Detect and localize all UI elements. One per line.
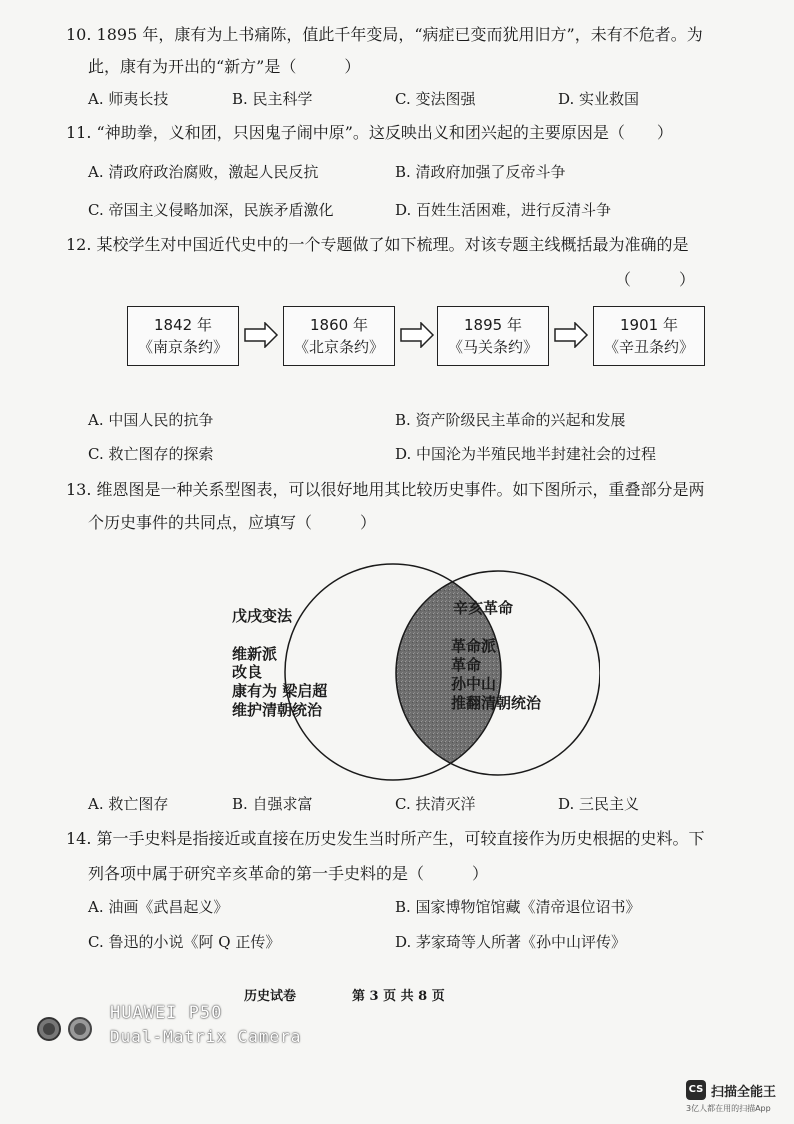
- q14-option-a: A. 油画《武昌起义》: [88, 898, 229, 916]
- q10-option-d: D. 实业救国: [558, 90, 640, 108]
- q10-option-a: A. 师夷长技: [88, 90, 169, 108]
- q12-option-d: D. 中国沦为半殖民地半封建社会的过程: [395, 445, 657, 463]
- venn-right-title: 辛亥革命: [453, 599, 514, 617]
- timeline-year: 1901 年: [620, 316, 678, 334]
- right-arrow-icon: [243, 322, 279, 348]
- q11-option-d: D. 百姓生活困难，进行反清斗争: [395, 201, 612, 219]
- q12-option-b: B. 资产阶级民主革命的兴起和发展: [395, 411, 626, 429]
- q12-stem-line1: 12. 某校学生对中国近代史中的一个专题做了如下梳理。对该专题主线概括最为准确的是: [66, 235, 689, 254]
- right-arrow-icon: [553, 322, 589, 348]
- timeline-box-1860: [283, 306, 395, 366]
- q11-option-c: C. 帝国主义侵略加深，民族矛盾激化: [88, 201, 334, 219]
- right-arrow-icon: [399, 322, 435, 348]
- q13-stem-line1: 13. 维恩图是一种关系型图表，可以很好地用其比较历史事件。如下图所示，重叠部分是两: [66, 480, 705, 499]
- venn-left-title: 戊戌变法: [232, 607, 293, 625]
- q14-stem-line2: 列各项中属于研究辛亥革命的第一手史料的是（ ）: [88, 864, 489, 883]
- footer-page-number: 第 3 页 共 8 页: [352, 989, 445, 1004]
- timeline-year: 1860 年: [310, 316, 368, 334]
- camscanner-logo-icon: CS: [686, 1080, 706, 1100]
- camscanner-tagline: 3亿人都在用的扫描App: [686, 1104, 771, 1113]
- q11-option-b: B. 清政府加强了反帝斗争: [395, 163, 566, 181]
- timeline-box-1901: [593, 306, 705, 366]
- camera-watermark-subtitle: Dual-Matrix Camera: [110, 1027, 302, 1046]
- q13-option-b: B. 自强求富: [232, 795, 313, 813]
- venn-left-item: 维护清朝统治: [232, 701, 323, 719]
- q10-stem-line1: 10. 1895 年，康有为上书痛陈，值此千年变局，“病症已变而犹用旧方”，未有不危者。为: [66, 25, 703, 44]
- timeline-box-1842: [127, 306, 239, 366]
- q14-option-d: D. 茅家琦等人所著《孙中山评传》: [395, 933, 627, 951]
- timeline-treaty: 《北京条约》: [293, 338, 384, 356]
- camscanner-name: 扫描全能王: [711, 1085, 777, 1100]
- camera-lens-icon: [36, 1016, 98, 1042]
- q14-stem-line1: 14. 第一手史料是指接近或直接在历史发生当时所产生，可较直接作为历史根据的史料。下: [66, 829, 705, 848]
- venn-left-item: 维新派: [232, 645, 278, 663]
- q14-option-b: B. 国家博物馆馆藏《清帝退位诏书》: [395, 898, 641, 916]
- venn-right-item: 革命: [451, 656, 482, 674]
- camera-watermark-model: HUAWEI P50: [110, 1003, 223, 1023]
- timeline-treaty: 《马关条约》: [447, 338, 538, 356]
- timeline-year: 1842 年: [154, 316, 212, 334]
- q10-option-c: C. 变法图强: [395, 90, 476, 108]
- q13-option-a: A. 救亡图存: [88, 795, 169, 813]
- q14-option-c: C. 鲁迅的小说《阿 Q 正传》: [88, 933, 281, 951]
- footer-subject: 历史试卷: [244, 989, 297, 1004]
- venn-left-item: 改良: [232, 663, 263, 681]
- timeline-box-1895: [437, 306, 549, 366]
- q12-answer-paren: （ ）: [615, 270, 696, 289]
- q12-option-a: A. 中国人民的抗争: [88, 411, 214, 429]
- venn-right-item: 推翻清朝统治: [451, 694, 542, 712]
- venn-diagram: [210, 560, 600, 785]
- venn-right-item: 革命派: [451, 637, 497, 655]
- q10-option-b: B. 民主科学: [232, 90, 313, 108]
- q11-option-a: A. 清政府政治腐败，激起人民反抗: [88, 163, 319, 181]
- q12-option-c: C. 救亡图存的探索: [88, 445, 214, 463]
- timeline-year: 1895 年: [464, 316, 522, 334]
- q13-option-d: D. 三民主义: [558, 795, 640, 813]
- timeline-treaty: 《辛丑条约》: [603, 338, 694, 356]
- timeline-treaty: 《南京条约》: [137, 338, 228, 356]
- venn-right-item: 孙中山: [451, 675, 497, 693]
- q11-stem-line1: 11. “神助拳，义和团，只因鬼子闹中原”。这反映出义和团兴起的主要原因是（ ）: [66, 123, 673, 142]
- venn-left-item: 康有为 梁启超: [232, 682, 328, 700]
- q13-stem-line2: 个历史事件的共同点，应填写（ ）: [88, 513, 377, 532]
- q10-stem-line2: 此，康有为开出的“新方”是（ ）: [88, 57, 361, 76]
- q13-option-c: C. 扶清灭洋: [395, 795, 476, 813]
